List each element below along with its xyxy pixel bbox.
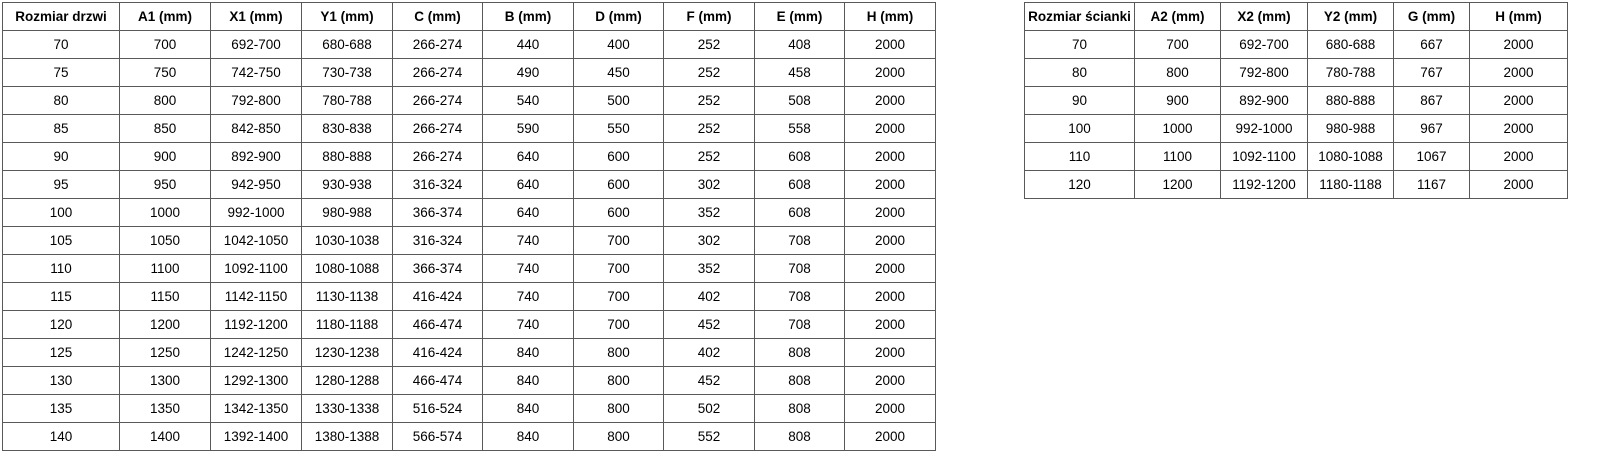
table-cell: 2000 xyxy=(1470,59,1568,87)
table-cell: 2000 xyxy=(845,227,936,255)
table-cell: 2000 xyxy=(845,199,936,227)
table-cell: 700 xyxy=(574,311,664,339)
table-row xyxy=(1025,31,1568,59)
table-cell: 458 xyxy=(755,59,845,87)
table-cell: 867 xyxy=(1394,87,1470,115)
table-cell: 850 xyxy=(120,115,211,143)
door-table-header xyxy=(3,3,936,31)
table-cell: 1400 xyxy=(120,423,211,451)
table-cell: 566-574 xyxy=(393,423,483,451)
table-cell: 640 xyxy=(483,199,574,227)
table-cell: 266-274 xyxy=(393,31,483,59)
table-row xyxy=(1025,171,1568,199)
table-cell: 840 xyxy=(483,339,574,367)
table-cell: 608 xyxy=(755,171,845,199)
table-row xyxy=(3,227,936,255)
table-cell: 800 xyxy=(1135,59,1221,87)
table-cell: 792-800 xyxy=(1221,59,1308,87)
table-cell: 780-788 xyxy=(1308,59,1394,87)
column-header: Rozmiar drzwi xyxy=(3,3,120,31)
table-cell: 1100 xyxy=(1135,143,1221,171)
table-cell: 2000 xyxy=(845,423,936,451)
table-cell: 992-1000 xyxy=(211,199,302,227)
table-cell: 1392-1400 xyxy=(211,423,302,451)
table-cell: 70 xyxy=(3,31,120,59)
wall-sizes-table xyxy=(1024,2,1568,199)
table-cell: 808 xyxy=(755,367,845,395)
table-cell: 540 xyxy=(483,87,574,115)
table-cell: 2000 xyxy=(845,87,936,115)
table-cell: 75 xyxy=(3,59,120,87)
table-cell: 110 xyxy=(3,255,120,283)
table-cell: 1330-1338 xyxy=(302,395,393,423)
table-cell: 440 xyxy=(483,31,574,59)
table-cell: 750 xyxy=(120,59,211,87)
column-header: Y1 (mm) xyxy=(302,3,393,31)
table-cell: 680-688 xyxy=(302,31,393,59)
table-cell: 1080-1088 xyxy=(302,255,393,283)
wall-table-body xyxy=(1025,31,1568,199)
table-cell: 452 xyxy=(664,367,755,395)
table-cell: 880-888 xyxy=(1308,87,1394,115)
table-cell: 266-274 xyxy=(393,143,483,171)
column-header: B (mm) xyxy=(483,3,574,31)
column-header: Y2 (mm) xyxy=(1308,3,1394,31)
column-header: G (mm) xyxy=(1394,3,1470,31)
table-cell: 252 xyxy=(664,87,755,115)
table-cell: 1230-1238 xyxy=(302,339,393,367)
table-cell: 892-900 xyxy=(1221,87,1308,115)
door-table-body xyxy=(3,31,936,451)
table-row xyxy=(3,171,936,199)
table-cell: 767 xyxy=(1394,59,1470,87)
table-cell: 2000 xyxy=(1470,171,1568,199)
table-cell: 840 xyxy=(483,423,574,451)
table-cell: 1300 xyxy=(120,367,211,395)
table-cell: 120 xyxy=(3,311,120,339)
table-row xyxy=(3,31,936,59)
table-cell: 600 xyxy=(574,171,664,199)
table-cell: 730-738 xyxy=(302,59,393,87)
table-cell: 316-324 xyxy=(393,171,483,199)
table-cell: 85 xyxy=(3,115,120,143)
table-cell: 252 xyxy=(664,115,755,143)
table-cell: 105 xyxy=(3,227,120,255)
column-header: E (mm) xyxy=(755,3,845,31)
table-cell: 1342-1350 xyxy=(211,395,302,423)
table-cell: 900 xyxy=(120,143,211,171)
column-header: D (mm) xyxy=(574,3,664,31)
table-row xyxy=(3,87,936,115)
table-cell: 1180-1188 xyxy=(1308,171,1394,199)
table-cell: 402 xyxy=(664,339,755,367)
table-cell: 840 xyxy=(483,395,574,423)
table-cell: 840 xyxy=(483,367,574,395)
table-cell: 90 xyxy=(3,143,120,171)
table-cell: 452 xyxy=(664,311,755,339)
table-cell: 266-274 xyxy=(393,115,483,143)
table-cell: 2000 xyxy=(845,311,936,339)
table-cell: 800 xyxy=(574,339,664,367)
table-cell: 508 xyxy=(755,87,845,115)
table-row xyxy=(1025,87,1568,115)
table-cell: 466-474 xyxy=(393,311,483,339)
table-cell: 708 xyxy=(755,311,845,339)
table-cell: 1130-1138 xyxy=(302,283,393,311)
table-cell: 708 xyxy=(755,255,845,283)
table-cell: 980-988 xyxy=(302,199,393,227)
table-row xyxy=(3,59,936,87)
table-cell: 130 xyxy=(3,367,120,395)
table-cell: 302 xyxy=(664,171,755,199)
table-cell: 252 xyxy=(664,59,755,87)
table-cell: 516-524 xyxy=(393,395,483,423)
table-cell: 2000 xyxy=(845,339,936,367)
column-header: H (mm) xyxy=(1470,3,1568,31)
table-cell: 792-800 xyxy=(211,87,302,115)
table-cell: 352 xyxy=(664,255,755,283)
table-row xyxy=(1025,59,1568,87)
table-cell: 700 xyxy=(574,255,664,283)
column-header: C (mm) xyxy=(393,3,483,31)
table-cell: 1080-1088 xyxy=(1308,143,1394,171)
table-cell: 120 xyxy=(1025,171,1135,199)
table-cell: 100 xyxy=(1025,115,1135,143)
table-cell: 942-950 xyxy=(211,171,302,199)
table-cell: 880-888 xyxy=(302,143,393,171)
table-cell: 416-424 xyxy=(393,283,483,311)
table-cell: 700 xyxy=(1135,31,1221,59)
table-cell: 1000 xyxy=(1135,115,1221,143)
table-row xyxy=(3,311,936,339)
table-row xyxy=(3,367,936,395)
table-cell: 1350 xyxy=(120,395,211,423)
table-cell: 450 xyxy=(574,59,664,87)
table-cell: 2000 xyxy=(845,171,936,199)
table-cell: 466-474 xyxy=(393,367,483,395)
table-cell: 667 xyxy=(1394,31,1470,59)
table-cell: 640 xyxy=(483,171,574,199)
column-header: X2 (mm) xyxy=(1221,3,1308,31)
table-cell: 2000 xyxy=(845,255,936,283)
column-header: X1 (mm) xyxy=(211,3,302,31)
table-row xyxy=(3,395,936,423)
table-cell: 135 xyxy=(3,395,120,423)
table-row xyxy=(3,143,936,171)
table-cell: 600 xyxy=(574,143,664,171)
table-cell: 100 xyxy=(3,199,120,227)
table-cell: 558 xyxy=(755,115,845,143)
table-cell: 590 xyxy=(483,115,574,143)
table-cell: 800 xyxy=(574,367,664,395)
table-cell: 1250 xyxy=(120,339,211,367)
table-cell: 1200 xyxy=(120,311,211,339)
table-cell: 2000 xyxy=(845,143,936,171)
table-cell: 2000 xyxy=(845,367,936,395)
table-cell: 2000 xyxy=(845,31,936,59)
column-header: F (mm) xyxy=(664,3,755,31)
table-cell: 800 xyxy=(574,423,664,451)
column-header: A1 (mm) xyxy=(120,3,211,31)
table-row xyxy=(1025,115,1568,143)
table-cell: 808 xyxy=(755,423,845,451)
table-cell: 2000 xyxy=(845,395,936,423)
table-cell: 252 xyxy=(664,31,755,59)
table-cell: 408 xyxy=(755,31,845,59)
table-cell: 980-988 xyxy=(1308,115,1394,143)
table-cell: 402 xyxy=(664,283,755,311)
table-cell: 808 xyxy=(755,395,845,423)
table-cell: 502 xyxy=(664,395,755,423)
wall-table-header xyxy=(1025,3,1568,31)
table-cell: 992-1000 xyxy=(1221,115,1308,143)
table-cell: 800 xyxy=(574,395,664,423)
table-cell: 740 xyxy=(483,227,574,255)
table-cell: 1180-1188 xyxy=(302,311,393,339)
table-cell: 950 xyxy=(120,171,211,199)
table-cell: 266-274 xyxy=(393,59,483,87)
table-cell: 2000 xyxy=(845,283,936,311)
table-row xyxy=(3,255,936,283)
table-cell: 800 xyxy=(120,87,211,115)
table-cell: 400 xyxy=(574,31,664,59)
table-cell: 302 xyxy=(664,227,755,255)
table-cell: 900 xyxy=(1135,87,1221,115)
table-cell: 125 xyxy=(3,339,120,367)
table-cell: 740 xyxy=(483,255,574,283)
table-cell: 700 xyxy=(120,31,211,59)
table-cell: 680-688 xyxy=(1308,31,1394,59)
table-cell: 552 xyxy=(664,423,755,451)
table-cell: 140 xyxy=(3,423,120,451)
table-cell: 115 xyxy=(3,283,120,311)
table-cell: 692-700 xyxy=(1221,31,1308,59)
column-header: A2 (mm) xyxy=(1135,3,1221,31)
table-cell: 500 xyxy=(574,87,664,115)
table-row xyxy=(3,423,936,451)
table-cell: 80 xyxy=(3,87,120,115)
table-cell: 2000 xyxy=(845,115,936,143)
table-cell: 1192-1200 xyxy=(211,311,302,339)
table-cell: 740 xyxy=(483,311,574,339)
table-row xyxy=(3,115,936,143)
table-row xyxy=(3,339,936,367)
table-cell: 1092-1100 xyxy=(1221,143,1308,171)
table-cell: 1000 xyxy=(120,199,211,227)
table-row xyxy=(3,283,936,311)
table-cell: 1280-1288 xyxy=(302,367,393,395)
table-cell: 1380-1388 xyxy=(302,423,393,451)
table-cell: 1030-1038 xyxy=(302,227,393,255)
table-cell: 708 xyxy=(755,283,845,311)
table-cell: 352 xyxy=(664,199,755,227)
table-cell: 1092-1100 xyxy=(211,255,302,283)
table-cell: 2000 xyxy=(1470,87,1568,115)
table-cell: 110 xyxy=(1025,143,1135,171)
table-cell: 830-838 xyxy=(302,115,393,143)
table-cell: 2000 xyxy=(845,59,936,87)
table-cell: 316-324 xyxy=(393,227,483,255)
table-cell: 780-788 xyxy=(302,87,393,115)
table-row xyxy=(1025,143,1568,171)
table-cell: 842-850 xyxy=(211,115,302,143)
table-cell: 1100 xyxy=(120,255,211,283)
door-sizes-table xyxy=(2,2,936,451)
table-cell: 708 xyxy=(755,227,845,255)
table-cell: 1167 xyxy=(1394,171,1470,199)
table-cell: 1242-1250 xyxy=(211,339,302,367)
table-cell: 90 xyxy=(1025,87,1135,115)
table-cell: 740 xyxy=(483,283,574,311)
table-cell: 1150 xyxy=(120,283,211,311)
table-cell: 700 xyxy=(574,227,664,255)
table-cell: 1042-1050 xyxy=(211,227,302,255)
table-cell: 266-274 xyxy=(393,87,483,115)
table-cell: 600 xyxy=(574,199,664,227)
table-cell: 1050 xyxy=(120,227,211,255)
table-cell: 2000 xyxy=(1470,31,1568,59)
table-cell: 95 xyxy=(3,171,120,199)
header-row xyxy=(1025,3,1568,31)
table-cell: 640 xyxy=(483,143,574,171)
table-cell: 80 xyxy=(1025,59,1135,87)
column-header: Rozmiar ścianki xyxy=(1025,3,1135,31)
table-cell: 490 xyxy=(483,59,574,87)
table-cell: 608 xyxy=(755,199,845,227)
header-row xyxy=(3,3,936,31)
table-cell: 416-424 xyxy=(393,339,483,367)
table-cell: 70 xyxy=(1025,31,1135,59)
table-cell: 1292-1300 xyxy=(211,367,302,395)
table-row xyxy=(3,199,936,227)
table-cell: 366-374 xyxy=(393,255,483,283)
table-cell: 967 xyxy=(1394,115,1470,143)
table-cell: 1067 xyxy=(1394,143,1470,171)
table-cell: 252 xyxy=(664,143,755,171)
table-cell: 2000 xyxy=(1470,143,1568,171)
column-header: H (mm) xyxy=(845,3,936,31)
table-cell: 742-750 xyxy=(211,59,302,87)
table-cell: 930-938 xyxy=(302,171,393,199)
table-cell: 1200 xyxy=(1135,171,1221,199)
table-cell: 692-700 xyxy=(211,31,302,59)
table-cell: 892-900 xyxy=(211,143,302,171)
table-cell: 700 xyxy=(574,283,664,311)
table-cell: 366-374 xyxy=(393,199,483,227)
table-cell: 608 xyxy=(755,143,845,171)
table-cell: 1192-1200 xyxy=(1221,171,1308,199)
table-cell: 1142-1150 xyxy=(211,283,302,311)
table-cell: 550 xyxy=(574,115,664,143)
table-cell: 2000 xyxy=(1470,115,1568,143)
table-cell: 808 xyxy=(755,339,845,367)
